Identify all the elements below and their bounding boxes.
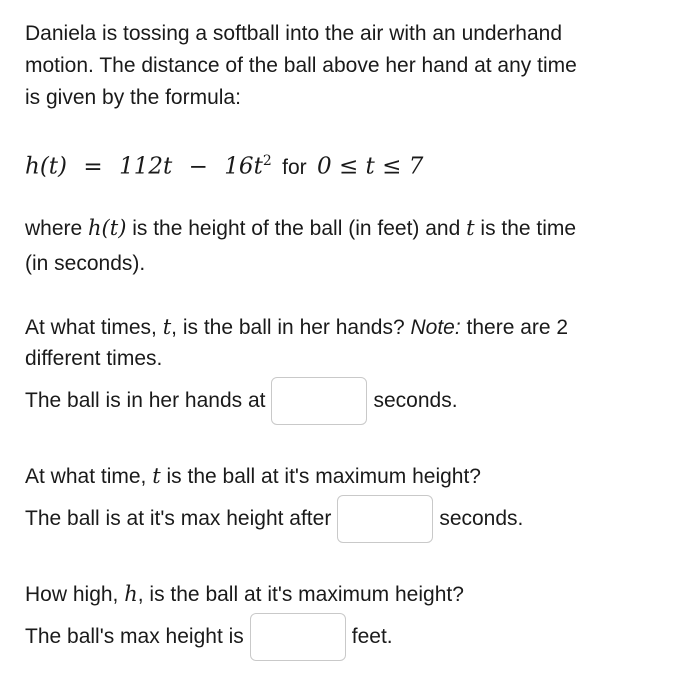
question-1-line-1	[25, 311, 568, 344]
answer-3-unit: feet.	[351, 625, 393, 648]
answer-2-prompt: The ball is at it's max height after	[25, 507, 332, 530]
answer-1-unit: seconds.	[373, 389, 458, 412]
answer-3-prompt: The ball's max height is	[25, 625, 244, 648]
formula-for-text: for	[282, 155, 307, 179]
intro-line-2: motion. The distance of the ball above her hand at any time	[25, 54, 577, 77]
intro-line-1: Daniela is tossing a softball into the air with an underhand	[25, 22, 562, 45]
q1-text-c: there are 2	[460, 316, 569, 339]
q1-t: t	[162, 315, 172, 339]
formula-lhs: h(t)	[25, 153, 68, 180]
answer-1-input[interactable]	[271, 377, 367, 425]
question-3	[25, 578, 464, 611]
question-2	[25, 460, 481, 493]
answer-2-input[interactable]	[337, 495, 433, 543]
answer-1-prompt: The ball is in her hands at	[25, 389, 266, 412]
q1-text-b: , is the ball in her hands?	[171, 316, 411, 339]
answer-row-1	[25, 377, 458, 425]
q2-text-a: At what time,	[25, 465, 153, 488]
where-t: t	[466, 216, 475, 240]
q1-note: Note:	[410, 316, 461, 339]
q2-text-b: is the ball at it's maximum height?	[160, 465, 481, 488]
formula-term2-exponent: 2	[262, 153, 272, 169]
answer-3-input[interactable]	[250, 613, 346, 661]
formula-term1: 112t	[119, 153, 173, 180]
where-text-3: is the time	[474, 217, 577, 240]
q3-text-a: How high,	[25, 583, 125, 606]
formula-term2-base: 16t	[224, 153, 263, 180]
where-line-1	[25, 212, 576, 245]
q1-text-a: At what times,	[25, 316, 163, 339]
answer-row-3	[25, 613, 393, 661]
question-1-line-2: different times.	[25, 347, 163, 370]
q3-text-b: , is the ball at it's maximum height?	[137, 583, 464, 606]
q3-h: h	[124, 582, 138, 606]
where-h: h(t)	[88, 216, 127, 240]
answer-row-2	[25, 495, 523, 543]
formula-minus: −	[188, 153, 208, 180]
intro-line-3: is given by the formula:	[25, 86, 241, 109]
where-text-1: where	[25, 217, 89, 240]
answer-2-unit: seconds.	[439, 507, 524, 530]
formula	[25, 145, 423, 184]
formula-equals: =	[83, 153, 103, 180]
formula-domain: 0 ≤ t ≤ 7	[317, 153, 424, 180]
q2-t: t	[152, 464, 161, 488]
where-text-2: is the height of the ball (in feet) and	[126, 217, 467, 240]
where-line-2: (in seconds).	[25, 252, 146, 275]
